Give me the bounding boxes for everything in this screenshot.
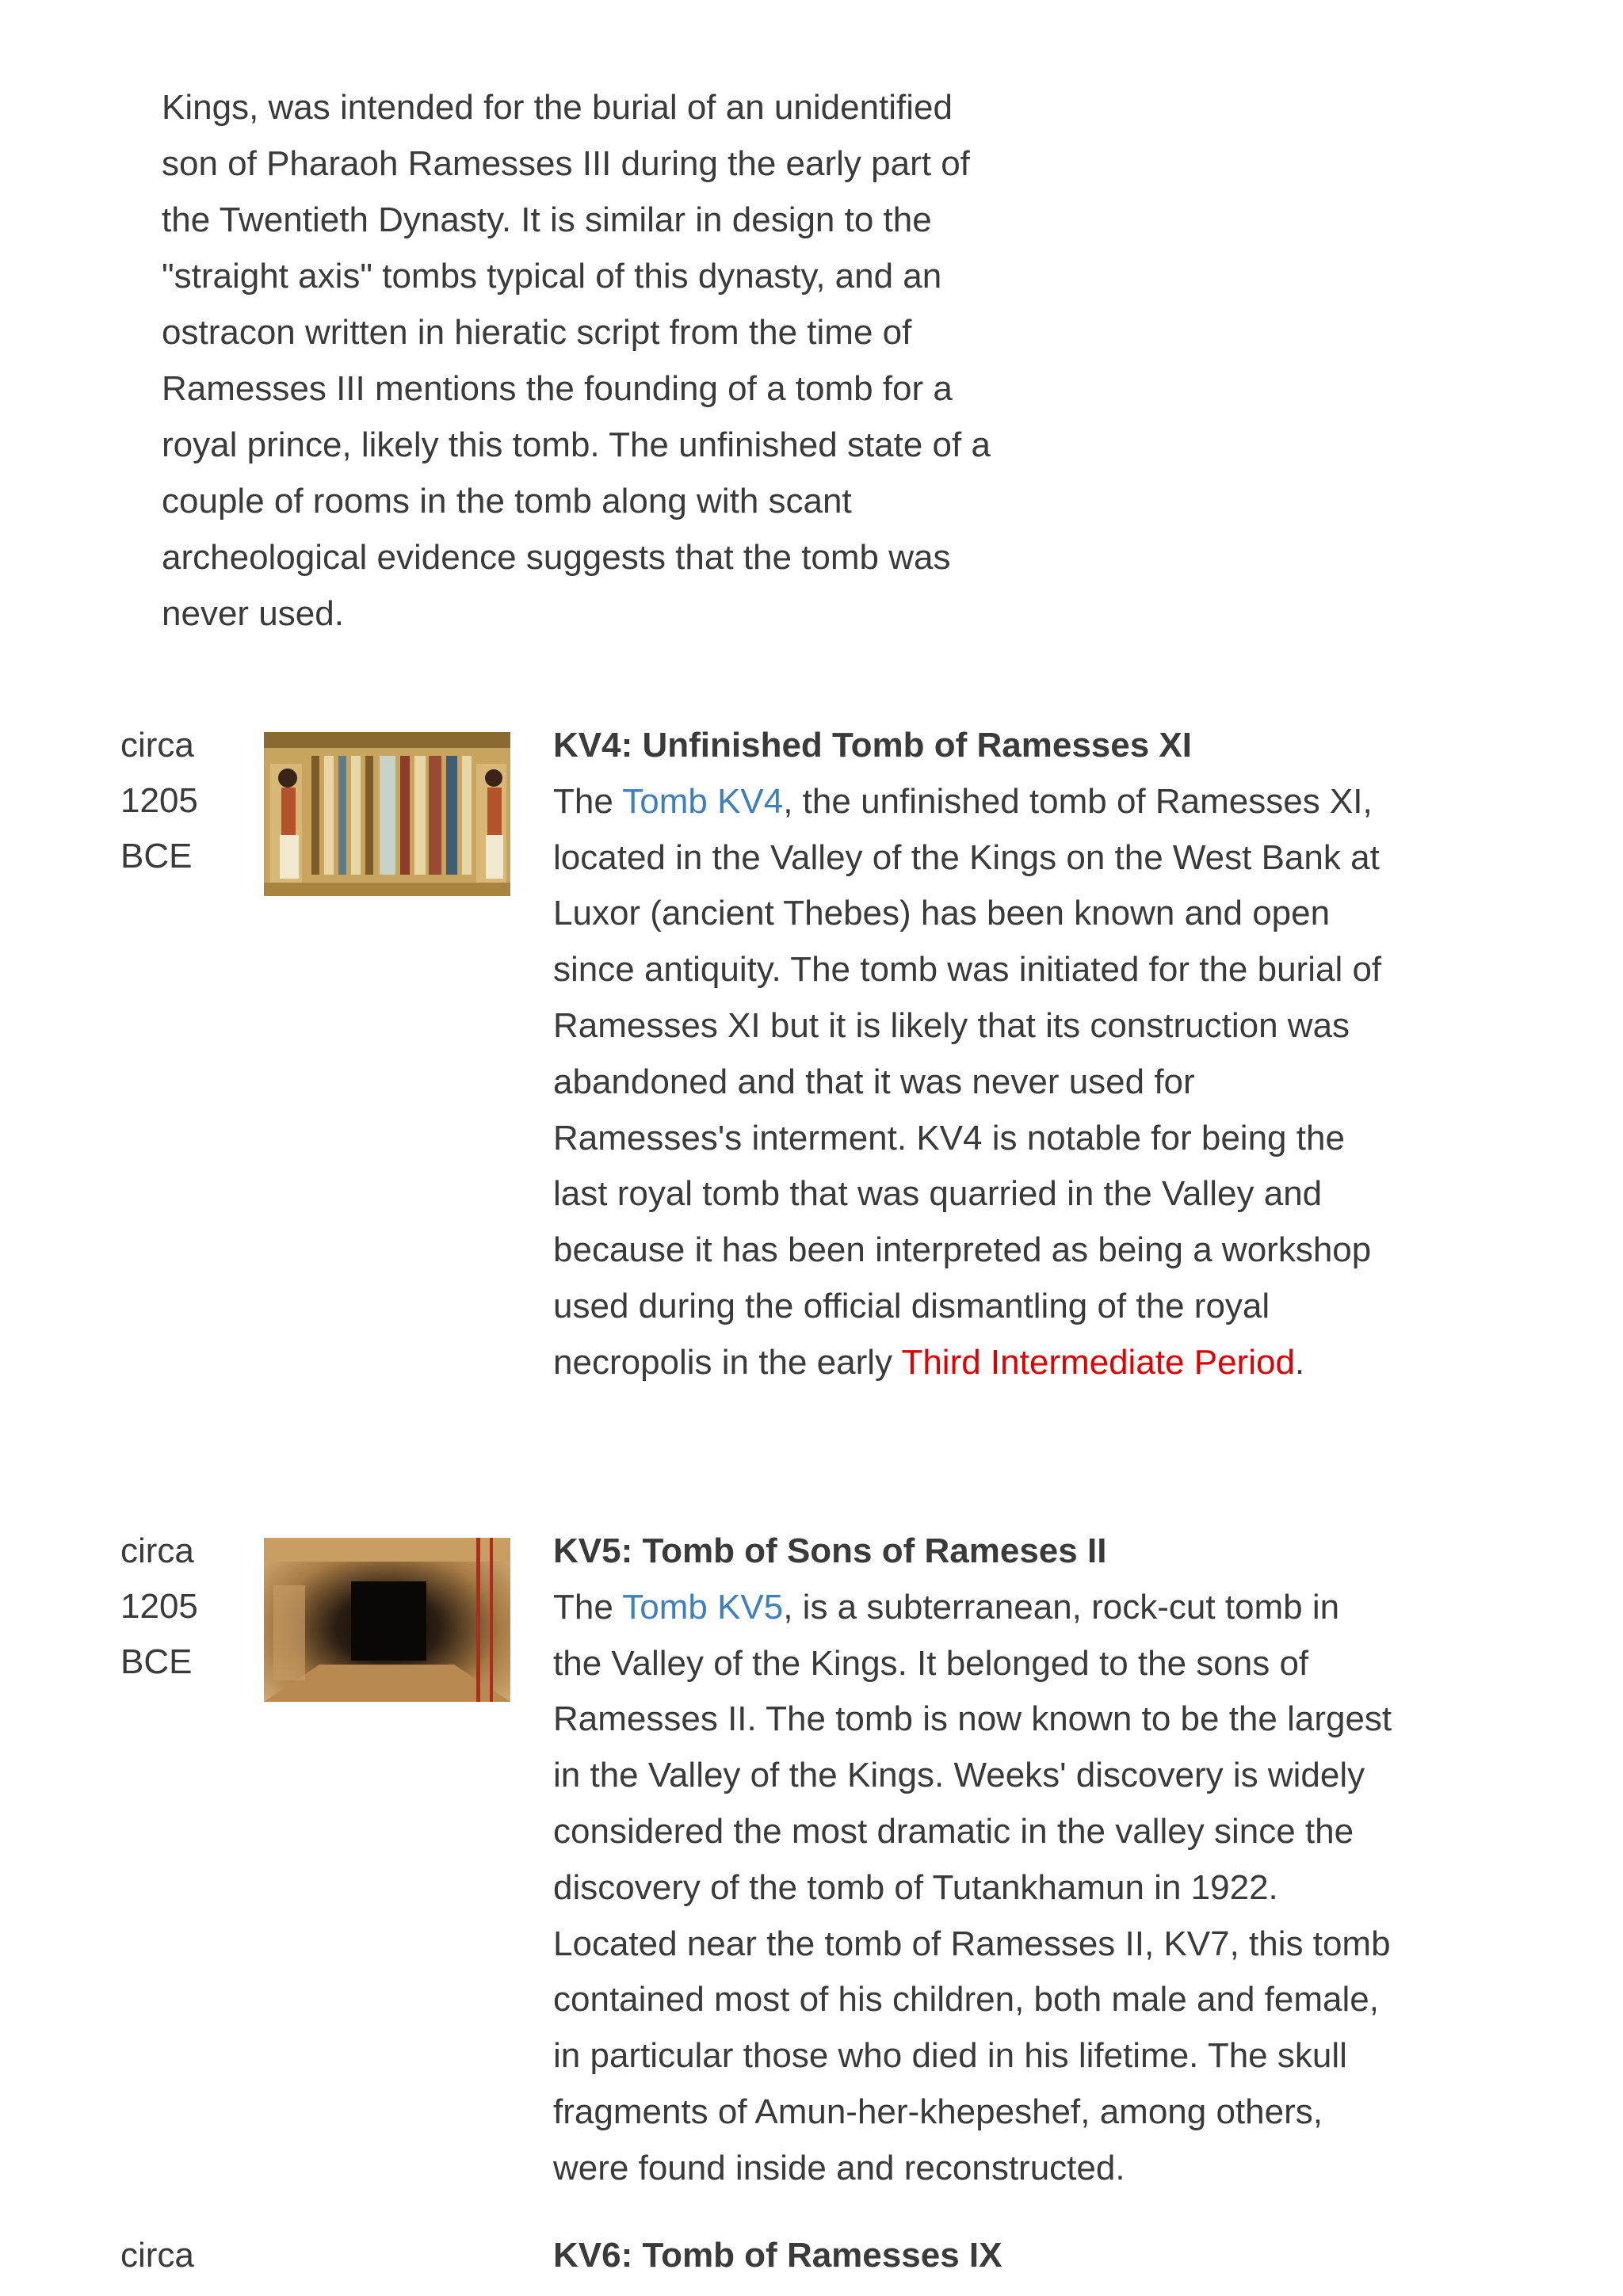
entry-body xyxy=(553,718,1393,1391)
cutoff-title: KV6: Tomb of Ramesses IX xyxy=(553,2236,1002,2275)
next-entry-cutoff xyxy=(0,2218,1623,2275)
tomb-kv4-link[interactable]: Tomb KV4 xyxy=(622,781,784,821)
kv5-corridor-image[interactable] xyxy=(264,1538,510,1702)
entry-date: circa 1205 BCE xyxy=(120,1531,198,1681)
tomb-kv5-link[interactable]: Tomb KV5 xyxy=(622,1587,784,1627)
entry-title: KV5: Tomb of Sons of Rameses II xyxy=(553,1531,1107,1570)
entry-date: circa 1205 BCE xyxy=(120,726,198,875)
kv4-wall-painting-image[interactable] xyxy=(264,732,510,896)
intro-paragraph: Kings, was intended for the burial of an unidentified son of Pharaoh Ramesses III during the early part of the Twentieth Dynasty. It is similar in design to the "straight axis" tombs typical of this dynasty, and an ostracon written in hieratic script from the time of Ramesses III mentions the founding of a tomb for a royal prince, likely this tomb. The unfinished state of a couple of rooms in the tomb along with scant archeological evidence suggests that the tomb was never used. xyxy=(162,88,991,633)
entry-description: The Tomb KV5, is a subterranean, rock-cut tomb in the Valley of the Kings. It belonged to the sons of Ramesses II. The tomb is now known to be the largest in the Valley of the Kings. Weeks' discovery is widely considered the most dramatic in the valley since the discovery of the tomb of Tutankhamun in 1922. Located near the tomb of Ramesses II, KV7, this tomb contained most of his children, both male and female, in particular those who died in his lifetime. The skull fragments of Amun-her-khepeshef, among others, were found inside and reconstructed. xyxy=(553,1587,1392,2187)
entry-body xyxy=(553,1524,1393,2197)
third-intermediate-period-link[interactable]: Third Intermediate Period xyxy=(901,1342,1295,1382)
cutoff-date: circa xyxy=(120,2236,194,2275)
entry-description: The Tomb KV4, the unfinished tomb of Ramesses XI, located in the Valley of the Kings on the West Bank at Luxor (ancient Thebes) has been known and open since antiquity. The tomb was initiated for the burial of Ramesses XI but it is likely that its construction was abandoned and that it was never used for Ramesses's interment. KV4 is notable for being the last royal tomb that was quarried in the Valley and because it has been interpreted as being a workshop used during the official dismantling of the royal necropolis in the early Third Intermediate Period. xyxy=(553,781,1382,1382)
entry-title: KV4: Unfinished Tomb of Ramesses XI xyxy=(553,726,1193,765)
